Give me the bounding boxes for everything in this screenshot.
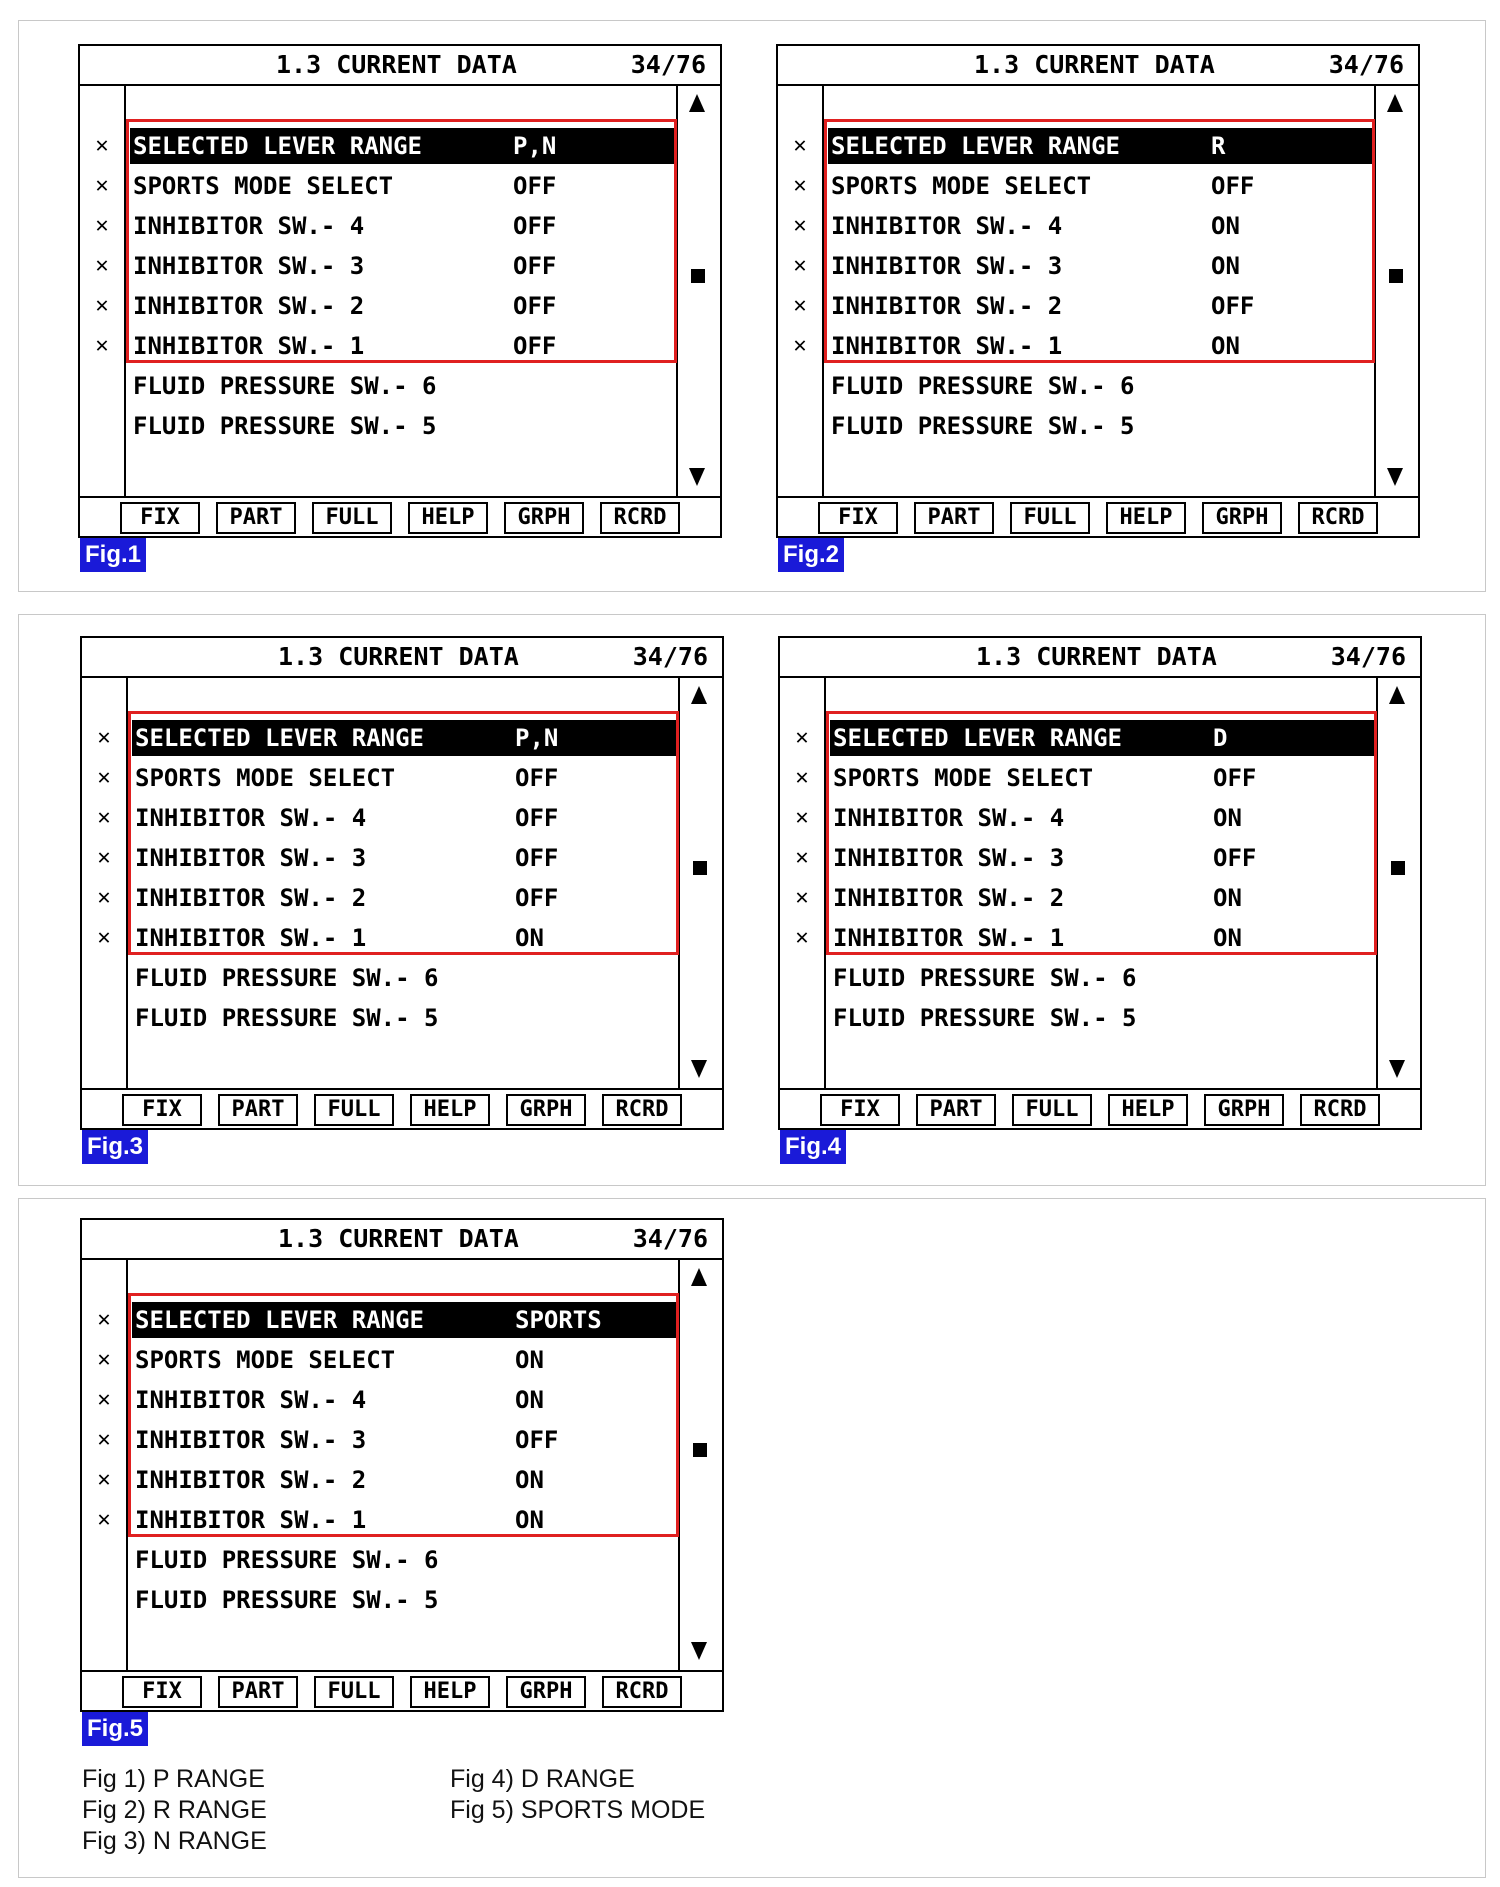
data-label: INHIBITOR SW.- 2	[135, 1466, 367, 1494]
data-label: INHIBITOR SW.- 4	[133, 212, 365, 240]
data-value: OFF	[513, 292, 557, 320]
asterisk-mark-icon: ✕	[795, 725, 809, 750]
title-bar	[80, 46, 720, 86]
data-value: ON	[1211, 212, 1240, 240]
data-label: INHIBITOR SW.- 3	[135, 1426, 367, 1454]
triangle-down-icon[interactable]	[1387, 468, 1403, 486]
asterisk-mark-icon: ✕	[793, 173, 807, 198]
data-label: INHIBITOR SW.- 2	[833, 884, 1065, 912]
asterisk-mark-icon: ✕	[793, 333, 807, 358]
scan-tool-screen-4	[778, 636, 1422, 1130]
scrollbar[interactable]	[678, 1258, 722, 1670]
data-row[interactable]	[82, 838, 682, 878]
scrollbar[interactable]	[676, 84, 720, 496]
data-label: FLUID PRESSURE SW.- 5	[135, 1586, 439, 1614]
selected-data-row[interactable]	[82, 718, 682, 758]
function-key-bar	[780, 1088, 1420, 1130]
data-label: INHIBITOR SW.- 4	[135, 1386, 367, 1414]
data-row[interactable]	[778, 246, 1378, 286]
data-label: INHIBITOR SW.- 2	[133, 292, 365, 320]
data-row[interactable]	[780, 758, 1380, 798]
data-value: OFF	[515, 844, 559, 872]
legend-item: Fig 1) P RANGE	[82, 1765, 265, 1793]
data-label: INHIBITOR SW.- 4	[831, 212, 1063, 240]
data-label: INHIBITOR SW.- 1	[135, 924, 367, 952]
data-row[interactable]	[82, 998, 682, 1038]
asterisk-mark-icon: ✕	[97, 765, 111, 790]
scrollbar[interactable]	[1374, 84, 1418, 496]
fkey-grph-button[interactable]: GRPH	[504, 502, 584, 534]
page-number: 34/76	[632, 1224, 708, 1253]
fkey-rcrd-button[interactable]: RCRD	[602, 1094, 682, 1126]
data-label: FLUID PRESSURE SW.- 5	[135, 1004, 439, 1032]
data-value: SPORTS	[515, 1306, 602, 1334]
data-label: FLUID PRESSURE SW.- 5	[831, 412, 1135, 440]
square-icon[interactable]	[1389, 269, 1403, 283]
data-row[interactable]	[82, 1460, 682, 1500]
data-label: INHIBITOR SW.- 1	[831, 332, 1063, 360]
asterisk-mark-icon: ✕	[97, 1427, 111, 1452]
page-number: 34/76	[632, 642, 708, 671]
asterisk-mark-icon: ✕	[793, 293, 807, 318]
asterisk-mark-icon: ✕	[97, 1347, 111, 1372]
triangle-down-icon[interactable]	[691, 1060, 707, 1078]
triangle-up-icon[interactable]	[691, 1268, 707, 1286]
data-row[interactable]	[82, 878, 682, 918]
page-number: 34/76	[630, 50, 706, 79]
data-label: INHIBITOR SW.- 3	[833, 844, 1065, 872]
data-label: SPORTS MODE SELECT	[831, 172, 1092, 200]
data-row[interactable]	[80, 286, 680, 326]
fkey-rcrd-button[interactable]: RCRD	[600, 502, 680, 534]
data-row[interactable]	[778, 286, 1378, 326]
data-label: SPORTS MODE SELECT	[135, 764, 396, 792]
empty-header-row	[826, 676, 1376, 713]
scan-tool-screen-5	[80, 1218, 724, 1712]
triangle-up-icon[interactable]	[691, 686, 707, 704]
scan-tool-screen-2	[776, 44, 1420, 538]
data-label: SPORTS MODE SELECT	[135, 1346, 396, 1374]
data-value: ON	[1211, 332, 1240, 360]
data-value: ON	[515, 1466, 544, 1494]
data-label: INHIBITOR SW.- 1	[833, 924, 1065, 952]
asterisk-mark-icon: ✕	[795, 845, 809, 870]
asterisk-mark-icon: ✕	[95, 293, 109, 318]
fkey-full-button[interactable]: FULL	[1012, 1094, 1092, 1126]
data-row[interactable]	[780, 798, 1380, 838]
fkey-part-button[interactable]: PART	[218, 1094, 298, 1126]
data-row[interactable]	[778, 406, 1378, 446]
data-row[interactable]	[780, 998, 1380, 1038]
data-row[interactable]	[780, 958, 1380, 998]
legend-item: Fig 2) R RANGE	[82, 1796, 267, 1824]
data-row[interactable]	[778, 366, 1378, 406]
fkey-grph-button[interactable]: GRPH	[1202, 502, 1282, 534]
data-value: OFF	[515, 764, 559, 792]
asterisk-mark-icon: ✕	[95, 133, 109, 158]
data-value: OFF	[1213, 764, 1257, 792]
data-row[interactable]	[82, 1500, 682, 1540]
scan-tool-screen-1	[78, 44, 722, 538]
screen-title: 1.3 CURRENT DATA	[276, 50, 517, 79]
page-number: 34/76	[1328, 50, 1404, 79]
data-value: ON	[515, 1506, 544, 1534]
data-label: FLUID PRESSURE SW.- 5	[833, 1004, 1137, 1032]
data-value: R	[1211, 132, 1226, 160]
screen-title: 1.3 CURRENT DATA	[976, 642, 1217, 671]
asterisk-mark-icon: ✕	[793, 253, 807, 278]
asterisk-mark-icon: ✕	[97, 725, 111, 750]
fkey-part-button[interactable]: PART	[216, 502, 296, 534]
square-icon[interactable]	[693, 861, 707, 875]
data-value: OFF	[1213, 844, 1257, 872]
selected-data-row[interactable]	[778, 126, 1378, 166]
fkey-grph-button[interactable]: GRPH	[1204, 1094, 1284, 1126]
data-value: OFF	[513, 172, 557, 200]
data-row[interactable]	[80, 406, 680, 446]
title-bar	[82, 638, 722, 678]
screen-title: 1.3 CURRENT DATA	[278, 1224, 519, 1253]
fkey-grph-button[interactable]: GRPH	[506, 1676, 586, 1708]
asterisk-mark-icon: ✕	[793, 133, 807, 158]
asterisk-mark-icon: ✕	[95, 253, 109, 278]
asterisk-mark-icon: ✕	[97, 805, 111, 830]
fkey-full-button[interactable]: FULL	[312, 502, 392, 534]
asterisk-mark-icon: ✕	[95, 173, 109, 198]
data-row[interactable]	[80, 166, 680, 206]
asterisk-mark-icon: ✕	[97, 1387, 111, 1412]
data-label: INHIBITOR SW.- 3	[133, 252, 365, 280]
data-value: ON	[515, 924, 544, 952]
data-label: FLUID PRESSURE SW.- 6	[135, 964, 439, 992]
asterisk-mark-icon: ✕	[95, 213, 109, 238]
data-row[interactable]	[82, 1580, 682, 1620]
figure-label: Fig.1	[80, 538, 146, 572]
fkey-fix-button[interactable]: FIX	[820, 1094, 900, 1126]
data-row[interactable]	[82, 1380, 682, 1420]
empty-header-row	[126, 84, 676, 121]
figure-label: Fig.5	[82, 1712, 148, 1746]
data-value: OFF	[1211, 172, 1255, 200]
asterisk-mark-icon: ✕	[97, 845, 111, 870]
data-row[interactable]	[82, 798, 682, 838]
data-value: P,N	[515, 724, 559, 752]
figure-label: Fig.2	[778, 538, 844, 572]
triangle-up-icon[interactable]	[1389, 686, 1405, 704]
fkey-help-button[interactable]: HELP	[1108, 1094, 1188, 1126]
asterisk-mark-icon: ✕	[795, 925, 809, 950]
empty-header-row	[128, 1258, 678, 1295]
asterisk-mark-icon: ✕	[97, 1307, 111, 1332]
data-row[interactable]	[780, 918, 1380, 958]
data-value: ON	[1213, 804, 1242, 832]
scrollbar[interactable]	[1376, 676, 1420, 1088]
data-row[interactable]	[780, 838, 1380, 878]
data-value: OFF	[513, 212, 557, 240]
title-bar	[82, 1220, 722, 1260]
selected-data-row[interactable]	[82, 1300, 682, 1340]
fkey-help-button[interactable]: HELP	[1106, 502, 1186, 534]
asterisk-mark-icon: ✕	[95, 333, 109, 358]
triangle-up-icon[interactable]	[689, 94, 705, 112]
triangle-up-icon[interactable]	[1387, 94, 1403, 112]
triangle-down-icon[interactable]	[1389, 1060, 1405, 1078]
function-key-bar	[778, 496, 1418, 538]
asterisk-mark-icon: ✕	[795, 765, 809, 790]
data-label: INHIBITOR SW.- 1	[133, 332, 365, 360]
title-bar	[778, 46, 1418, 86]
legend-item: Fig 3) N RANGE	[82, 1827, 267, 1855]
data-row[interactable]	[780, 878, 1380, 918]
fkey-fix-button[interactable]: FIX	[818, 502, 898, 534]
data-label: SELECTED LEVER RANGE	[135, 724, 424, 752]
data-label: SELECTED LEVER RANGE	[133, 132, 422, 160]
data-label: SELECTED LEVER RANGE	[135, 1306, 424, 1334]
square-icon[interactable]	[1391, 861, 1405, 875]
fkey-help-button[interactable]: HELP	[410, 1676, 490, 1708]
data-row[interactable]	[82, 958, 682, 998]
fkey-full-button[interactable]: FULL	[1010, 502, 1090, 534]
data-row[interactable]	[82, 1340, 682, 1380]
screen-title: 1.3 CURRENT DATA	[278, 642, 519, 671]
selected-data-row[interactable]	[80, 126, 680, 166]
fkey-full-button[interactable]: FULL	[314, 1676, 394, 1708]
asterisk-mark-icon: ✕	[795, 885, 809, 910]
data-label: FLUID PRESSURE SW.- 5	[133, 412, 437, 440]
data-row[interactable]	[82, 1420, 682, 1460]
figure-label: Fig.3	[82, 1130, 148, 1164]
data-row[interactable]	[80, 206, 680, 246]
fkey-full-button[interactable]: FULL	[314, 1094, 394, 1126]
triangle-down-icon[interactable]	[689, 468, 705, 486]
fkey-rcrd-button[interactable]: RCRD	[1298, 502, 1378, 534]
data-value: OFF	[513, 252, 557, 280]
empty-header-row	[128, 676, 678, 713]
data-label: INHIBITOR SW.- 2	[831, 292, 1063, 320]
function-key-bar	[82, 1088, 722, 1130]
fkey-fix-button[interactable]: FIX	[122, 1094, 202, 1126]
fkey-part-button[interactable]: PART	[916, 1094, 996, 1126]
fkey-grph-button[interactable]: GRPH	[506, 1094, 586, 1126]
data-row[interactable]	[80, 366, 680, 406]
data-row[interactable]	[778, 326, 1378, 366]
data-label: SELECTED LEVER RANGE	[831, 132, 1120, 160]
data-value: D	[1213, 724, 1228, 752]
fkey-help-button[interactable]: HELP	[408, 502, 488, 534]
data-label: INHIBITOR SW.- 4	[135, 804, 367, 832]
data-row[interactable]	[778, 206, 1378, 246]
data-value: ON	[515, 1386, 544, 1414]
data-row[interactable]	[778, 166, 1378, 206]
data-value: ON	[515, 1346, 544, 1374]
data-label: INHIBITOR SW.- 3	[831, 252, 1063, 280]
data-label: FLUID PRESSURE SW.- 6	[833, 964, 1137, 992]
legend-item: Fig 5) SPORTS MODE	[450, 1796, 706, 1824]
data-value: OFF	[515, 884, 559, 912]
fkey-help-button[interactable]: HELP	[410, 1094, 490, 1126]
data-label: FLUID PRESSURE SW.- 6	[133, 372, 437, 400]
data-value: ON	[1211, 252, 1240, 280]
selected-data-row[interactable]	[780, 718, 1380, 758]
page-number: 34/76	[1330, 642, 1406, 671]
data-value: ON	[1213, 884, 1242, 912]
asterisk-mark-icon: ✕	[795, 805, 809, 830]
data-label: FLUID PRESSURE SW.- 6	[831, 372, 1135, 400]
fkey-part-button[interactable]: PART	[218, 1676, 298, 1708]
fkey-fix-button[interactable]: FIX	[120, 502, 200, 534]
legend-item: Fig 4) D RANGE	[450, 1765, 635, 1793]
data-value: P,N	[513, 132, 557, 160]
data-row[interactable]	[80, 246, 680, 286]
data-label: FLUID PRESSURE SW.- 6	[135, 1546, 439, 1574]
scrollbar[interactable]	[678, 676, 722, 1088]
data-label: INHIBITOR SW.- 3	[135, 844, 367, 872]
function-key-bar	[80, 496, 720, 538]
scan-tool-screen-3	[80, 636, 724, 1130]
data-row[interactable]	[82, 918, 682, 958]
title-bar	[780, 638, 1420, 678]
data-label: SPORTS MODE SELECT	[133, 172, 394, 200]
square-icon[interactable]	[693, 1443, 707, 1457]
data-label: SPORTS MODE SELECT	[833, 764, 1094, 792]
fkey-rcrd-button[interactable]: RCRD	[602, 1676, 682, 1708]
data-label: INHIBITOR SW.- 4	[833, 804, 1065, 832]
function-key-bar	[82, 1670, 722, 1712]
data-value: OFF	[515, 804, 559, 832]
data-value: ON	[1213, 924, 1242, 952]
asterisk-mark-icon: ✕	[97, 1467, 111, 1492]
empty-header-row	[824, 84, 1374, 121]
data-label: SELECTED LEVER RANGE	[833, 724, 1122, 752]
screen-title: 1.3 CURRENT DATA	[974, 50, 1215, 79]
data-value: OFF	[515, 1426, 559, 1454]
fkey-rcrd-button[interactable]: RCRD	[1300, 1094, 1380, 1126]
asterisk-mark-icon: ✕	[97, 1507, 111, 1532]
triangle-down-icon[interactable]	[691, 1642, 707, 1660]
data-row[interactable]	[82, 758, 682, 798]
data-value: OFF	[513, 332, 557, 360]
asterisk-mark-icon: ✕	[97, 885, 111, 910]
data-label: INHIBITOR SW.- 1	[135, 1506, 367, 1534]
data-label: INHIBITOR SW.- 2	[135, 884, 367, 912]
data-row[interactable]	[80, 326, 680, 366]
figure-label: Fig.4	[780, 1130, 846, 1164]
fkey-fix-button[interactable]: FIX	[122, 1676, 202, 1708]
data-value: OFF	[1211, 292, 1255, 320]
asterisk-mark-icon: ✕	[793, 213, 807, 238]
data-row[interactable]	[82, 1540, 682, 1580]
fkey-part-button[interactable]: PART	[914, 502, 994, 534]
asterisk-mark-icon: ✕	[97, 925, 111, 950]
square-icon[interactable]	[691, 269, 705, 283]
